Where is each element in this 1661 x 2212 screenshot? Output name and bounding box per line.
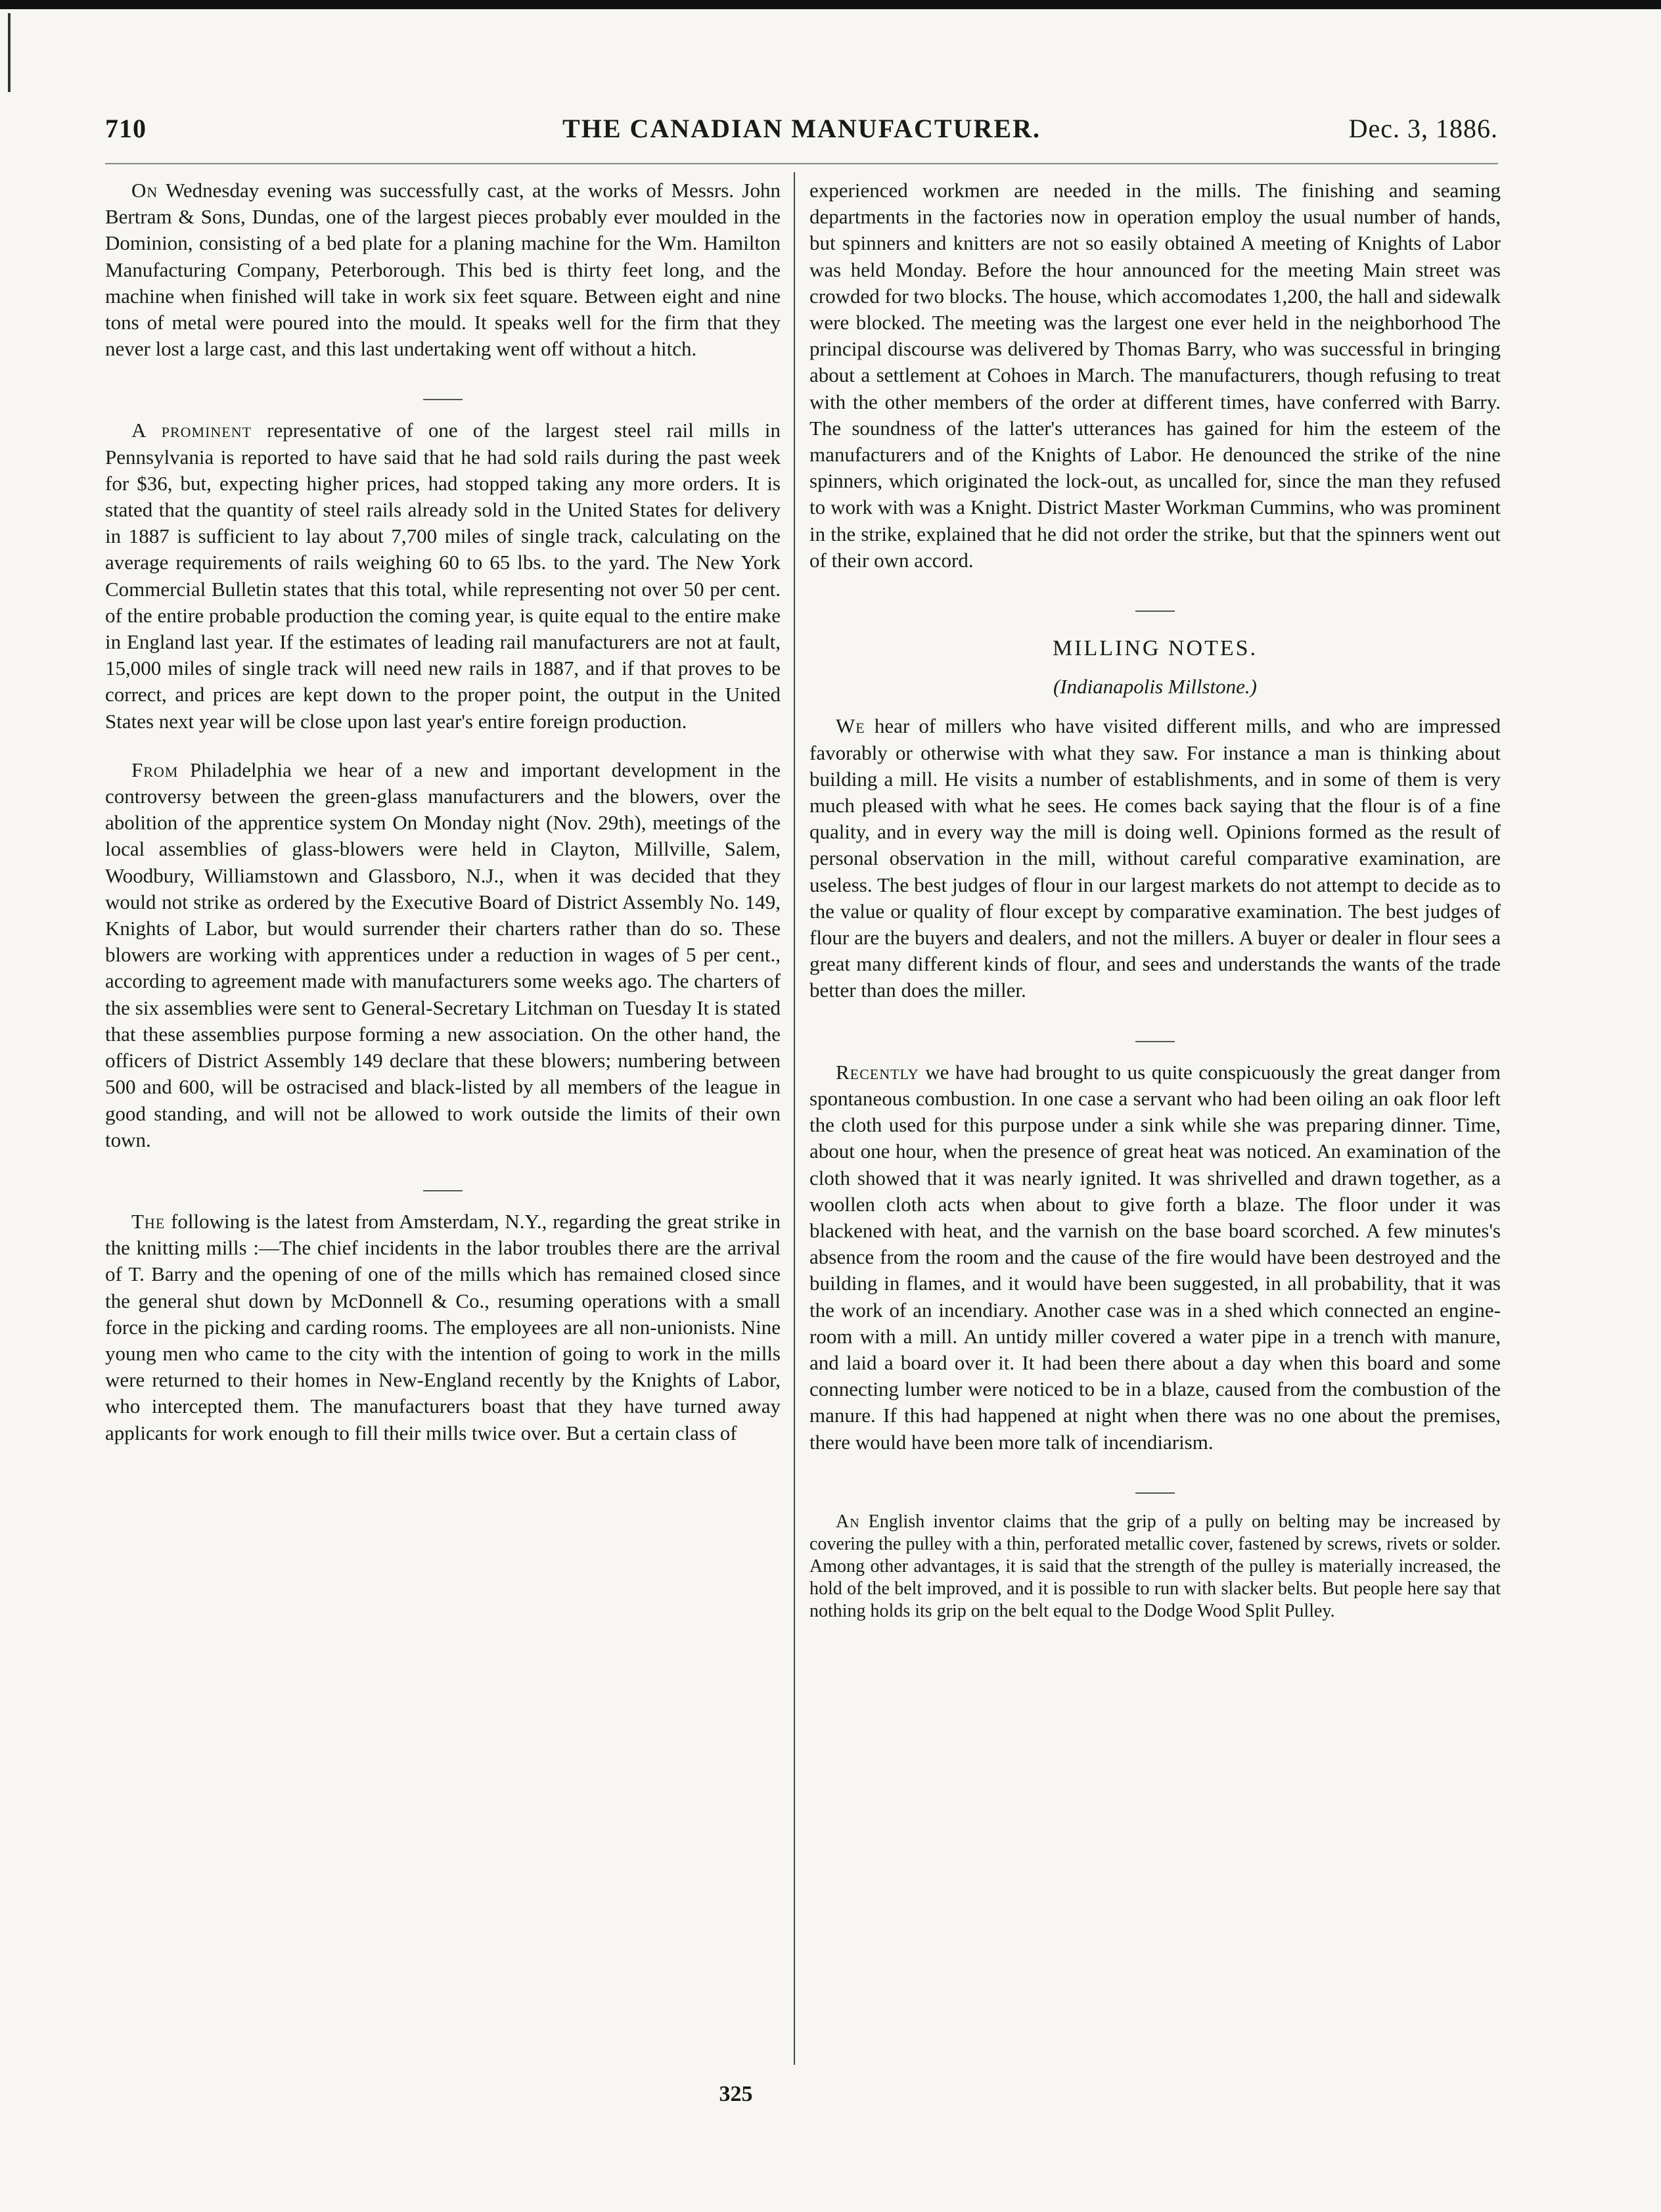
publication-title: THE CANADIAN MANUFACTURER. — [562, 114, 1041, 143]
section-source: (Indianapolis Millstone.) — [1053, 675, 1257, 699]
lead-word: A prominent — [131, 419, 252, 442]
article-knitting-strike — [105, 1209, 781, 1446]
folio-number: 325 — [719, 2082, 753, 2106]
article-spontaneous-combustion — [809, 1059, 1501, 1456]
separator-rule — [809, 596, 1501, 609]
issue-date: Dec. 3, 1886. — [1348, 114, 1498, 143]
article-casting — [105, 177, 781, 362]
paragraph-text: we have had brought to us quite conspicuously the great danger from spontaneous combustion. In one case a servant who had been oiling an oak floor left the cloth used for this purpose under a sink while she was preparing dinner. Time, about one hour, when the presence of great heat was noticed. An examination of the cloth showed that it was nearly ignited. It was shrivelled and drawn together, as a woollen cloth acts when about to give forth a blaze. The floor under it was blackened with heat, and the varnish on the base board scorched. A few minutes's absence from the room and the cause of the fire would have been destroyed and the building in flames, and it would have been suggested, in all probability, that it was the work of an incendiary. Another case was in a shed which connected an engine-room with a mill. An untidy miller covered a water pipe in a trench with manure, and laid a board over it. It had been there about a day when this board and some connecting lumber were noticed to be in a blaze, caused from the combustion of the manure. If this had happened at night when there was no one about the premises, there would have been more talk of incendiarism. — [809, 1060, 1501, 1454]
separator-rule — [809, 1026, 1501, 1040]
separator-rule — [105, 384, 781, 398]
separator-rule — [809, 1478, 1501, 1491]
left-border-mark — [8, 13, 11, 92]
lead-word: Recently — [836, 1060, 919, 1084]
separator-rule — [105, 1176, 781, 1189]
header-rule — [105, 163, 1498, 164]
lead-word: The — [131, 1209, 166, 1233]
article-knitting-continued — [809, 177, 1501, 574]
page-number: 710 — [105, 114, 147, 143]
paragraph-text: Wednesday evening was successfully cast, at the works of Messrs. John Bertram & Sons, Dundas, one of the largest pieces probably ever moulded in the Dominion, consisting of a bed plate for a planing machine for the Wm. Hamilton Manufacturing Company, Peterborough. This bed is thirty feet long, and the machine when finished will take in work six feet square. Between eight and nine tons of metal were poured into the mould. It speaks well for the firm that they never lost a large cast, and this last undertaking went off without a hitch. — [105, 179, 781, 361]
lead-word: On — [131, 179, 158, 202]
page-header — [105, 113, 1498, 152]
article-mill-visits — [809, 713, 1501, 1003]
lead-word: An — [836, 1511, 860, 1532]
paragraph-text: English inventor claims that the grip of a pully on belting may be increased by covering the pulley with a thin, perforated metallic cover, fastened by screws, rivets or solder. Among other advantages, it is said that the strength of the pulley is materially increased, the hold of the belt improved, and it is possible to run with slacker belts. But people here say that nothing holds its grip on the belt equal to the Dodge Wood Split Pulley. — [809, 1511, 1501, 1621]
right-column — [809, 177, 1501, 1645]
article-steel-rails — [105, 417, 781, 734]
lead-word: From — [131, 758, 179, 781]
article-glass-blowers — [105, 757, 781, 1153]
left-column — [105, 177, 781, 1469]
paragraph-text: hear of millers who have visited different mills, and who are impressed favorably or otherwise with what they saw. For instance a man is thinking about building a mill. He visits a number of establishments, and in some of them is very much pleased with what he sees. He comes back saying that the flour is of a fine quality, and in every way the mill is doing well. Opinions formed as the result of personal observation in the mill, without careful comparative examination, are useless. The best judges of flour in our largest markets do not attempt to decide as to the value or quality of flour except by comparative examination. The best judges of flour are the buyers and dealers, and not the millers. A buyer or dealer in flour sees a great many different kinds of flour, and sees and understands the wants of the trade better than does the miller. — [809, 714, 1501, 1002]
paragraph-text: representative of one of the largest steel rail mills in Pennsylvania is reported to have said that he had sold rails during the past week for $36, but, expecting higher prices, had stopped taking any more orders. It is stated that the quantity of steel rails already sold in the United States for delivery in 1887 is sufficient to lay about 7,700 miles of single track, calculating on the average requirements of rails weighing 60 to 65 lbs. to the yard. The New York Commercial Bulletin states that this total, while representing not over 50 per cent. of the entire probable production the coming year, is quite equal to the entire make in England last year. If the estimates of leading rail manufacturers are not at fault, 15,000 miles of single track will need new rails in 1887, and if that proves to be correct, and prices are kept down to the proper point, the output in the United States next year will be close upon last year's entire foreign production. — [105, 419, 781, 733]
lead-word: We — [836, 714, 865, 738]
top-border-rule — [0, 0, 1661, 9]
paragraph-text: Philadelphia we hear of a new and important development in the controversy between the green-glass manufacturers and the blowers, over the abolition of the apprentice system On Monday night (Nov. 29th), meetings of the local assemblies of glass-blowers were held in Clayton, Millville, Salem, Woodbury, Williamstown and Glassboro, N.J., when it was decided that they would not strike as ordered by the Executive Board of District Assembly No. 149, Knights of Labor, but would surrender their charters rather than do so. These blowers are working with apprentices under a reduction in wages of 5 per cent., according to agreement made with manufacturers some weeks ago. The charters of the six assemblies were sent to General-Secretary Litchman on Tuesday It is stated that these assemblies purpose forming a new association. On the other hand, the officers of District Assembly 149 declare that these blowers; numbering between 500 and 600, will be ostracised and black-listed by all members of the league in good standing, and will not be allowed to work outside the limits of their own town. — [105, 758, 781, 1151]
article-pulley — [809, 1511, 1501, 1623]
column-divider — [794, 172, 795, 2065]
paragraph-text: following is the latest from Amsterdam, N.Y., regarding the great strike in the knitting mills :—The chief incidents in the labor troubles there are the arrival of T. Barry and the opening of one of the mills which has remained closed since the general shut down by McDonnell & Co., resuming operations with a small force in the picking and carding rooms. The employees are all non-unionists. Nine young men who came to the city with the intention of going to work in the mills were returned to their homes in New-England recently by the Knights of Labor, who intercepted them. The manufacturers boast that they have turned away applicants for work enough to fill their mills twice over. But a certain class of — [105, 1209, 781, 1444]
paragraph-text: experienced workmen are needed in the mills. The finishing and seaming departments in the factories now in operation employ the usual number of hands, but spinners and knitters are not so easily obtained A meeting of Knights of Labor was held Monday. Before the hour announced for the meeting Main street was crowded for two blocks. The house, which accomodates 1,200, the hall and sidewalk were blocked. The meeting was the largest one ever held in the neighborhood The principal discourse was delivered by Thomas Barry, who was successful in bringing about a settlement at Cohoes in March. The manufacturers, though refusing to treat with the other members of the order at different times, have conferred with Barry. The soundness of the latter's utterances has gained for him the esteem of the manufacturers and of the Knights of Labor. He denounced the strike of the nine spinners, which originated the lock-out, as uncalled for, since the man they refused to work with was a Knight. District Master Workman Cummins, who was prominent in the strike, explained that he did not order the strike, but that the spinners went out of their own accord. — [809, 179, 1501, 572]
section-heading: MILLING NOTES. — [1052, 636, 1258, 661]
